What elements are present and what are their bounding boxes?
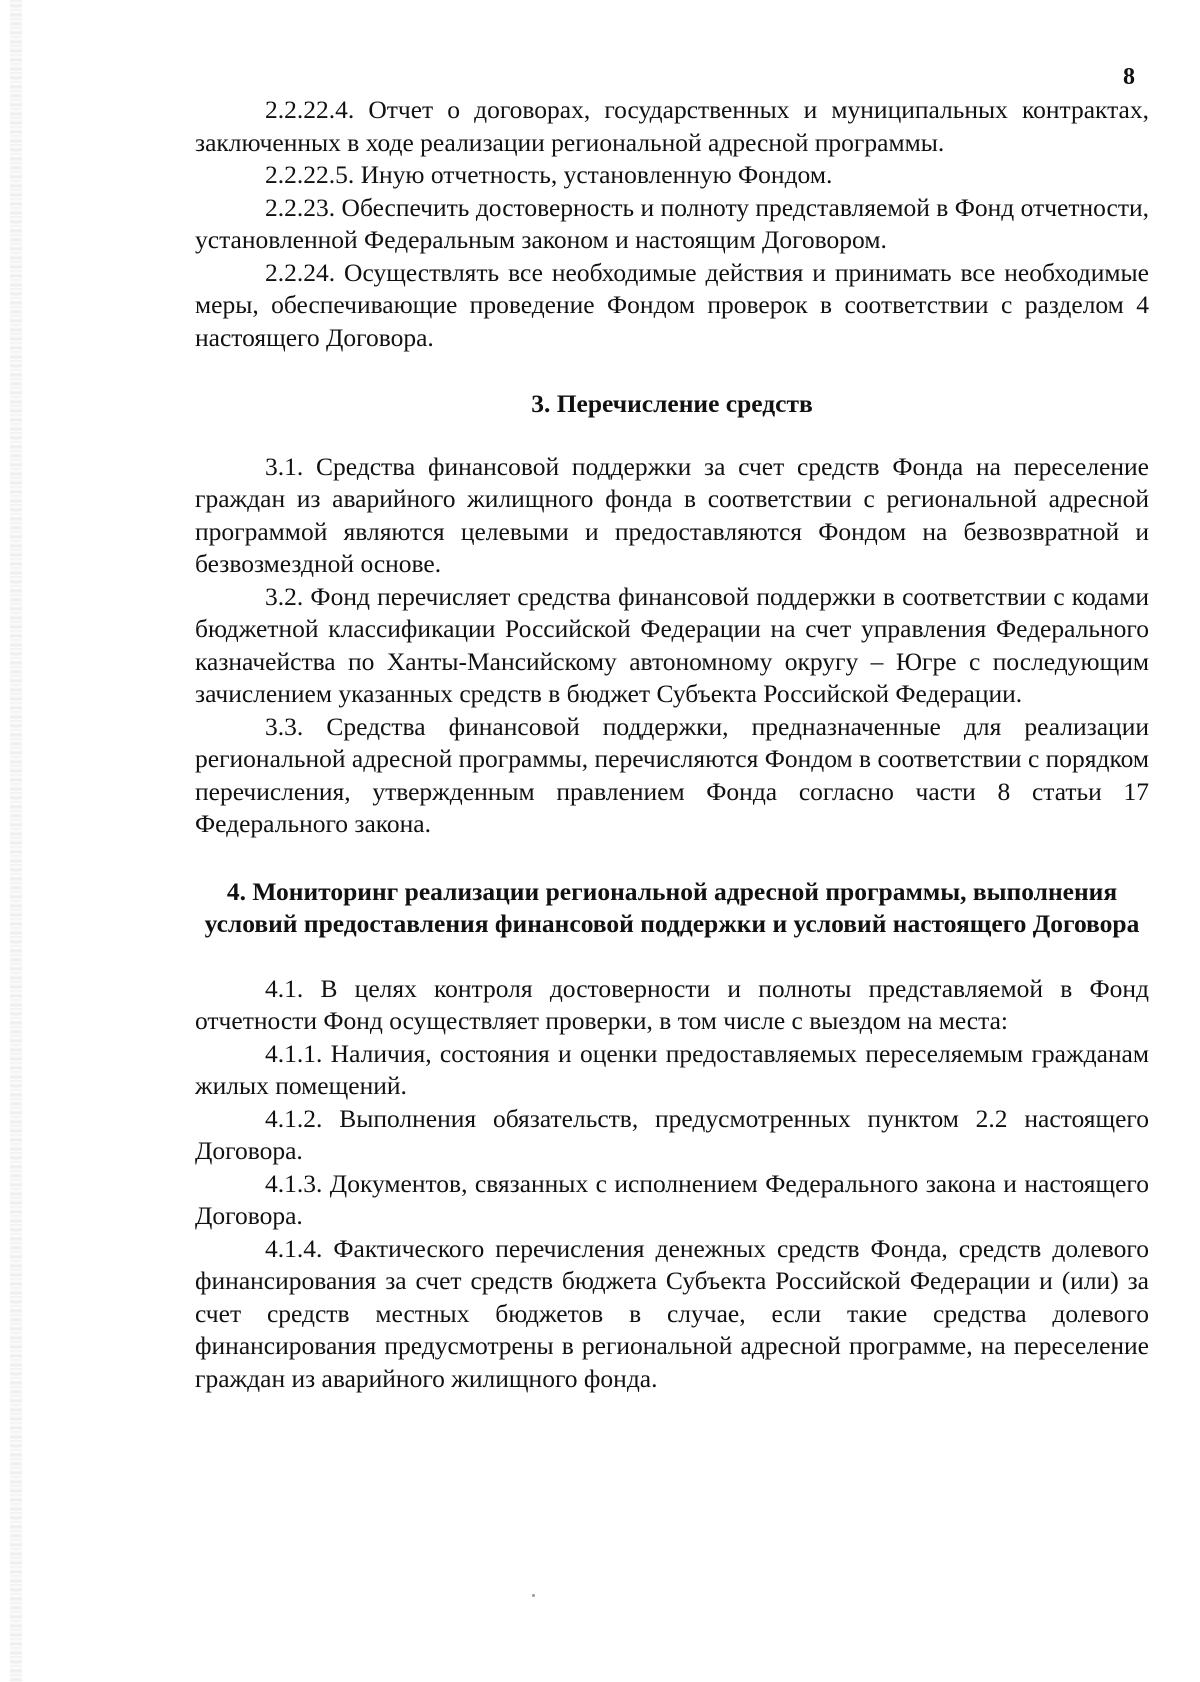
paragraph-2-2-23: 2.2.23. Обеспечить достоверность и полноту представляемой в Фонд отчетности, установленной Федеральным законом и настоящим Договором. bbox=[195, 192, 1149, 254]
paragraph-2-2-22-4: 2.2.22.4. Отчет о договорах, государственных и муниципальных контрактах, заключенных в ходе реализации региональной адресной программы. bbox=[195, 95, 1149, 157]
scan-speck bbox=[532, 1594, 535, 1597]
paragraph-4-1-2: 4.1.2. Выполнения обязательств, предусмотренных пунктом 2.2 настоящего Договора. bbox=[195, 1103, 1149, 1165]
paragraph-3-1: 3.1. Средства финансовой поддержки за счет средств Фонда на переселение граждан из аварийного жилищного фонда в соответствии с региональной адресной программой являются целевыми и предоставляются Фондом на безвозвратной и безвозмездной основе. bbox=[195, 451, 1149, 578]
paragraph-2-2-22-5: 2.2.22.5. Иную отчетность, установленную Фондом. bbox=[265, 160, 833, 189]
paragraph-3-3: 3.3. Средства финансовой поддержки, предназначенные для реализации региональной адресной программы, перечисляются Фондом в соответствии с порядком перечисления, утвержденным правлением Фонда согласно части 8 статьи 17 Федерального закона. bbox=[195, 711, 1149, 838]
section-heading-4: 4. Мониторинг реализации региональной адресной программы, выполнения условий предоставления финансовой поддержки и условий настоящего Договора bbox=[204, 876, 1140, 938]
section-heading-3: 3. Перечисление средств bbox=[531, 389, 813, 418]
scan-edge-artifact bbox=[10, 0, 22, 1682]
document-body bbox=[195, 94, 1149, 1395]
paragraph-4-1-3: 4.1.3. Документов, связанных с исполнением Федерального закона и настоящего Договора. bbox=[195, 1168, 1149, 1230]
page-number: 8 bbox=[1123, 64, 1135, 90]
paragraph-4-1-1: 4.1.1. Наличия, состояния и оценки предоставляемых переселяемым гражданам жилых помещений. bbox=[195, 1038, 1149, 1100]
paragraph-3-2: 3.2. Фонд перечисляет средства финансовой поддержки в соответствии с кодами бюджетной классификации Российской Федерации на счет управления Федерального казначейства по Ханты-Мансийскому автономному округу – Югре с последующим зачислением указанных средств в бюджет Субъекта Российской Федерации. bbox=[195, 581, 1149, 708]
paragraph-4-1: 4.1. В целях контроля достоверности и полноты представляемой в Фонд отчетности Фонд осуществляет проверки, в том числе с выездом на места: bbox=[195, 973, 1149, 1035]
paragraph-4-1-4: 4.1.4. Фактического перечисления денежных средств Фонда, средств долевого финансирования за счет средств бюджета Субъекта Российской Федерации и (или) за счет средств местных бюджетов в случае, если такие средства долевого финансирования предусмотрены в региональной адресной программе, на переселение граждан из аварийного жилищного фонда. bbox=[195, 1233, 1149, 1393]
paragraph-2-2-24: 2.2.24. Осуществлять все необходимые действия и принимать все необходимые меры, обеспечивающие проведение Фондом проверок в соответствии с разделом 4 настоящего Договора. bbox=[195, 257, 1149, 352]
